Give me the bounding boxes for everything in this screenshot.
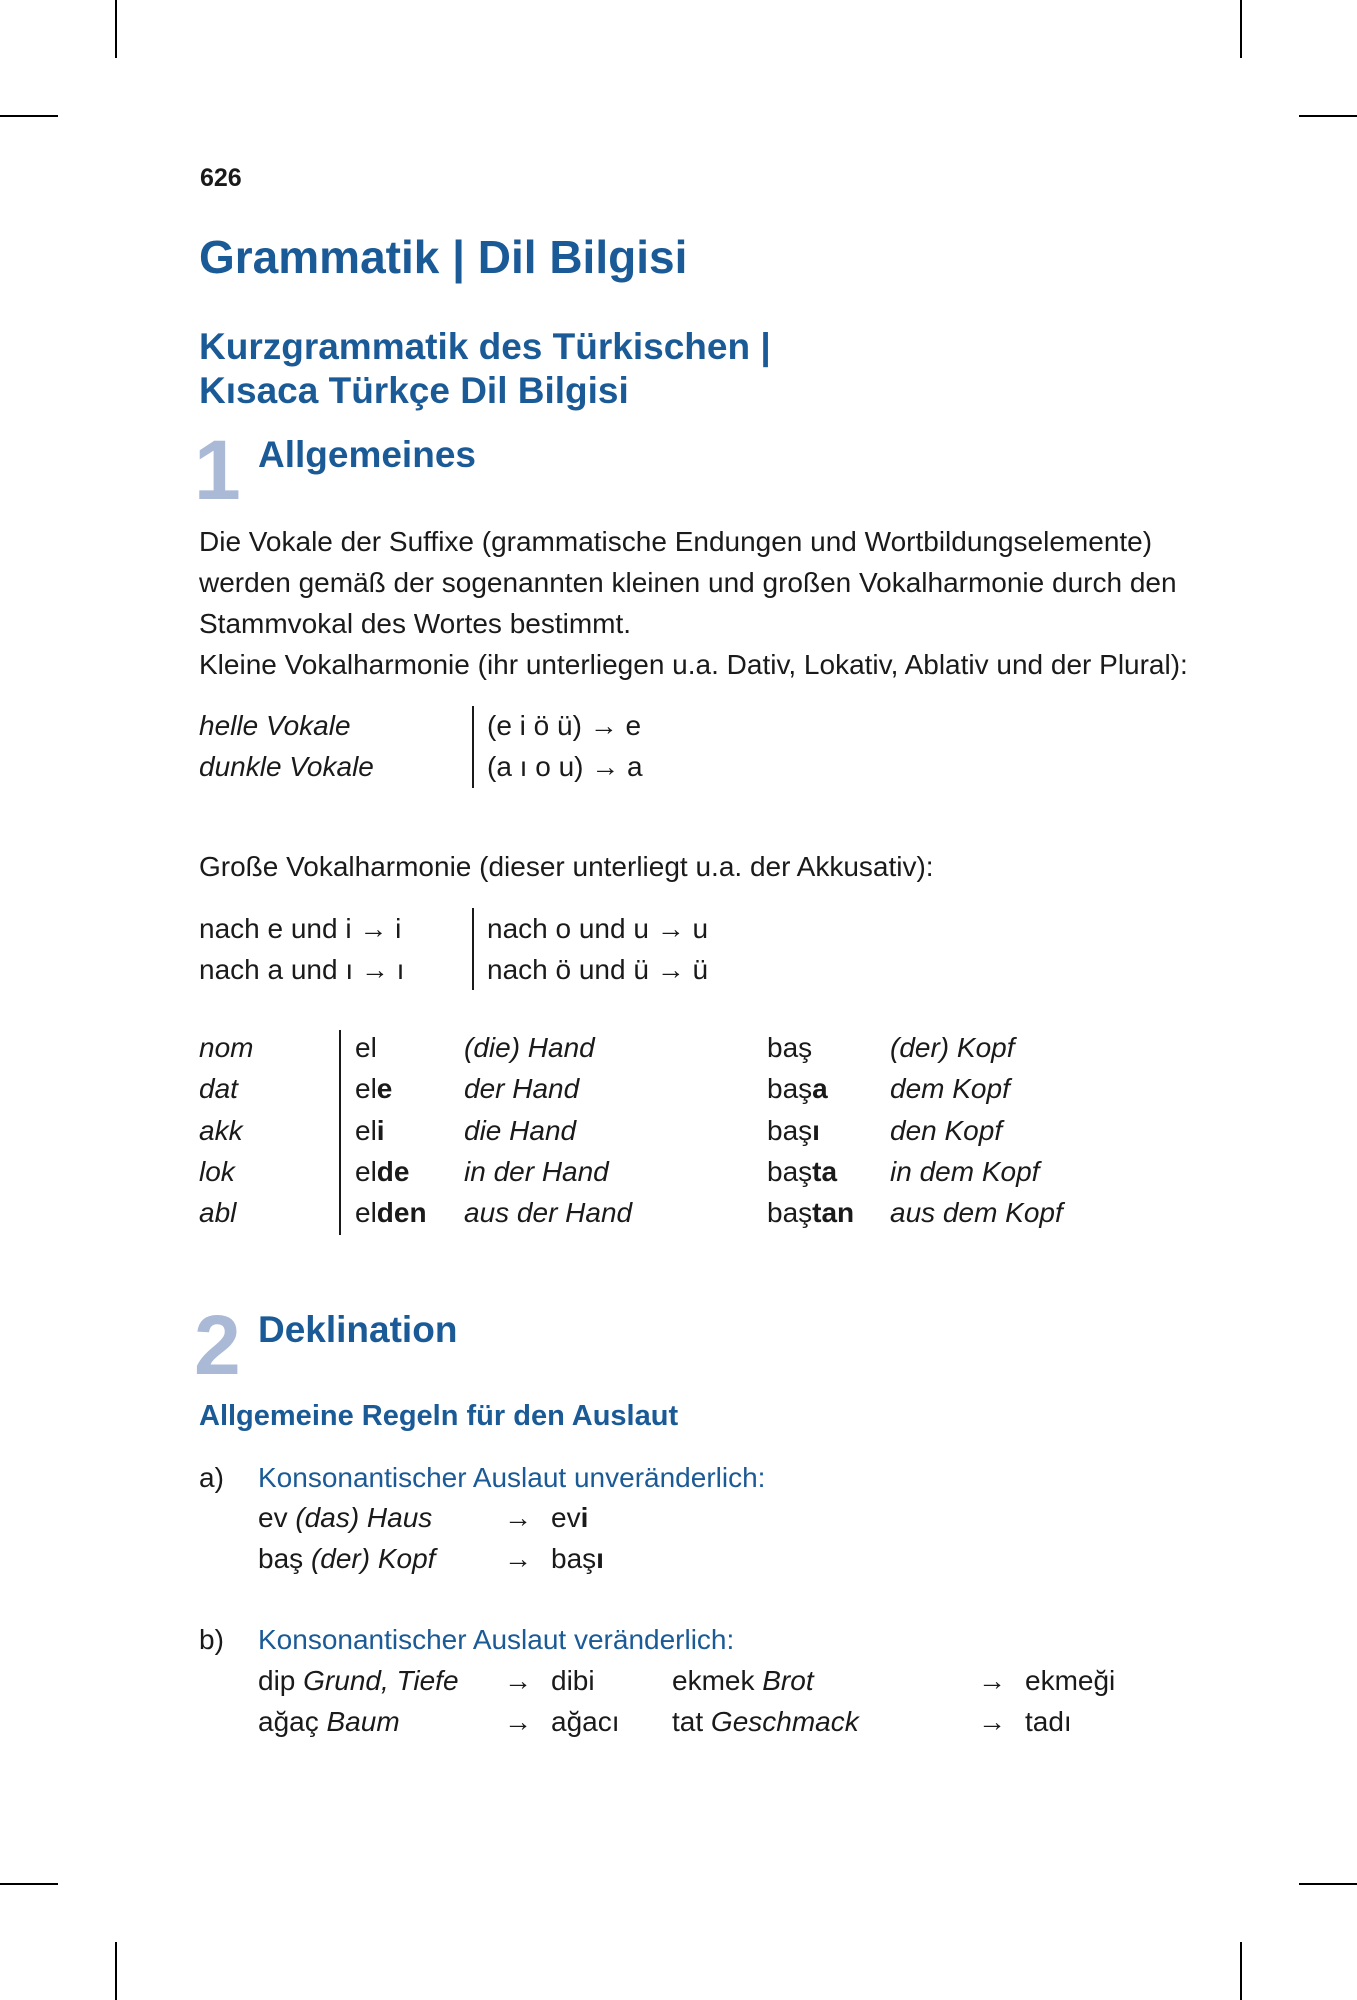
arrow-icon: →: [504, 1706, 532, 1737]
case-label: abl: [199, 1197, 237, 1229]
german-translation: der Hand: [464, 1073, 580, 1105]
harmony-rule: nach a und ı → ı: [199, 954, 405, 985]
example-word: [258, 1543, 435, 1575]
example-result: [551, 1502, 588, 1534]
example-result: [551, 1543, 604, 1575]
word-stem: baş: [767, 1032, 813, 1063]
word-suffix: den: [376, 1197, 427, 1229]
arrow-icon: →: [504, 1502, 532, 1533]
rule-heading: Konsonantischer Auslaut unveränderlich:: [258, 1462, 766, 1493]
german-translation: in dem Kopf: [890, 1155, 1040, 1187]
german-translation: aus der Hand: [464, 1197, 633, 1229]
german-meaning: Baum: [326, 1706, 400, 1737]
crop-mark: [1240, 0, 1242, 58]
subtitle-line-1: Kurzgrammatik des Türkischen |: [199, 326, 771, 367]
word-stem: el: [355, 1155, 377, 1187]
turkish-form: [355, 1073, 392, 1105]
arrow-icon: →: [978, 1665, 1006, 1696]
case-label: lok: [199, 1155, 235, 1187]
turkish-word: ev: [258, 1502, 288, 1533]
case-label: dat: [199, 1073, 238, 1105]
word-suffix: i: [376, 1114, 385, 1146]
word-stem: el: [355, 1197, 377, 1229]
word-suffix: de: [376, 1155, 410, 1187]
crop-mark: [1240, 1942, 1242, 2000]
word-stem: el: [355, 1073, 377, 1105]
word-suffix: ı: [812, 1114, 820, 1146]
arrow-icon: →: [504, 1665, 532, 1696]
intro-paragraph: [199, 521, 1188, 685]
word-stem: baş: [551, 1543, 597, 1574]
turkish-form: [767, 1032, 812, 1064]
word-suffix: ta: [812, 1155, 838, 1187]
subtitle-line-2: Kısaca Türkçe Dil Bilgisi: [199, 370, 629, 411]
word-stem: baş: [767, 1114, 813, 1146]
example-word: [258, 1706, 400, 1738]
crop-mark: [0, 115, 58, 117]
turkish-word: ekmek: [672, 1665, 755, 1696]
harmony-rule: nach o und u → u: [487, 913, 709, 944]
list-marker: a): [199, 1462, 224, 1493]
case-label: nom: [199, 1032, 254, 1063]
german-translation: den Kopf: [890, 1114, 1003, 1146]
turkish-word: dip: [258, 1665, 296, 1696]
arrow-icon: →: [978, 1706, 1006, 1737]
crop-mark: [115, 0, 117, 58]
german-translation: dem Kopf: [890, 1073, 1010, 1105]
german-meaning: Brot: [762, 1665, 814, 1696]
example-word: [672, 1665, 814, 1697]
turkish-form: [355, 1156, 409, 1188]
table-divider: [339, 1030, 341, 1235]
harmony-rule: (a ı o u) → a: [487, 751, 643, 782]
german-translation: in der Hand: [464, 1155, 609, 1187]
harmony-rule: nach ö und ü → ü: [487, 954, 709, 985]
page-title: Grammatik | Dil Bilgisi: [199, 231, 688, 283]
crop-mark: [115, 1942, 117, 2000]
word-suffix: i: [580, 1502, 589, 1533]
turkish-form: [767, 1115, 820, 1147]
german-translation: die Hand: [464, 1114, 577, 1146]
page-number: 626: [200, 164, 242, 192]
subsection-heading: Allgemeine Regeln für den Auslaut: [199, 1400, 679, 1432]
german-translation: aus dem Kopf: [890, 1197, 1063, 1229]
word-suffix: a: [812, 1073, 828, 1105]
big-harmony-intro: Große Vokalharmonie (dieser unterliegt u.a. der Akkusativ):: [199, 851, 934, 882]
turkish-word: tat: [672, 1706, 704, 1737]
word-suffix: e: [376, 1073, 393, 1105]
section-heading: Allgemeines: [258, 434, 476, 475]
section-number: 2: [194, 1298, 241, 1392]
table-divider: [472, 706, 474, 788]
turkish-form: [355, 1115, 385, 1147]
word-stem: baş: [767, 1073, 813, 1105]
paragraph-line: Stammvokal des Wortes bestimmt.: [199, 608, 632, 639]
example-word: [672, 1706, 859, 1738]
table-divider: [472, 908, 474, 990]
harmony-rule: nach e und i → i: [199, 913, 402, 944]
harmony-rule: (e i ö ü) → e: [487, 710, 642, 741]
turkish-form: [355, 1197, 427, 1229]
paragraph-line: werden gemäß der sogenannten kleinen und großen Vokalharmonie durch den: [199, 567, 1177, 598]
rule-heading: Konsonantischer Auslaut veränderlich:: [258, 1624, 735, 1655]
list-marker: b): [199, 1624, 224, 1655]
paragraph-line: Kleine Vokalharmonie (ihr unterliegen u.a. Dativ, Lokativ, Ablativ und der Plural):: [199, 649, 1188, 680]
turkish-form: [767, 1197, 854, 1229]
german-meaning: Grund, Tiefe: [303, 1665, 459, 1696]
word-stem: el: [355, 1114, 377, 1146]
turkish-form: [767, 1156, 837, 1188]
turkish-form: [767, 1073, 828, 1105]
word-suffix: ı: [596, 1543, 604, 1574]
turkish-word: ağaç: [258, 1706, 319, 1737]
german-translation: (die) Hand: [464, 1032, 595, 1063]
example-result: dibi: [551, 1665, 595, 1696]
arrow-icon: →: [504, 1543, 532, 1574]
word-stem: baş: [767, 1155, 813, 1187]
crop-mark: [1299, 1883, 1357, 1885]
crop-mark: [0, 1883, 58, 1885]
german-meaning: (der) Kopf: [310, 1543, 436, 1574]
example-result: ekmeği: [1025, 1665, 1116, 1696]
example-result: ağacı: [551, 1706, 620, 1737]
word-stem: el: [355, 1032, 377, 1063]
example-word: [258, 1502, 432, 1534]
example-result: tadı: [1025, 1706, 1072, 1737]
case-label: akk: [199, 1114, 243, 1146]
word-stem: ev: [551, 1502, 581, 1533]
harmony-label: helle Vokale: [199, 710, 351, 741]
harmony-label: dunkle Vokale: [199, 751, 374, 782]
example-word: [258, 1665, 459, 1697]
german-translation: (der) Kopf: [890, 1032, 1015, 1063]
german-meaning: (das) Haus: [295, 1502, 433, 1533]
crop-mark: [1299, 115, 1357, 117]
word-suffix: tan: [812, 1197, 855, 1229]
section-heading: Deklination: [258, 1309, 458, 1350]
section-number: 1: [194, 423, 241, 517]
word-stem: baş: [767, 1197, 813, 1229]
german-meaning: Geschmack: [710, 1706, 859, 1737]
paragraph-line: Die Vokale der Suffixe (grammatische Endungen und Wortbildungselemente): [199, 526, 1153, 557]
turkish-form: [355, 1032, 377, 1064]
turkish-word: baş: [258, 1543, 304, 1574]
